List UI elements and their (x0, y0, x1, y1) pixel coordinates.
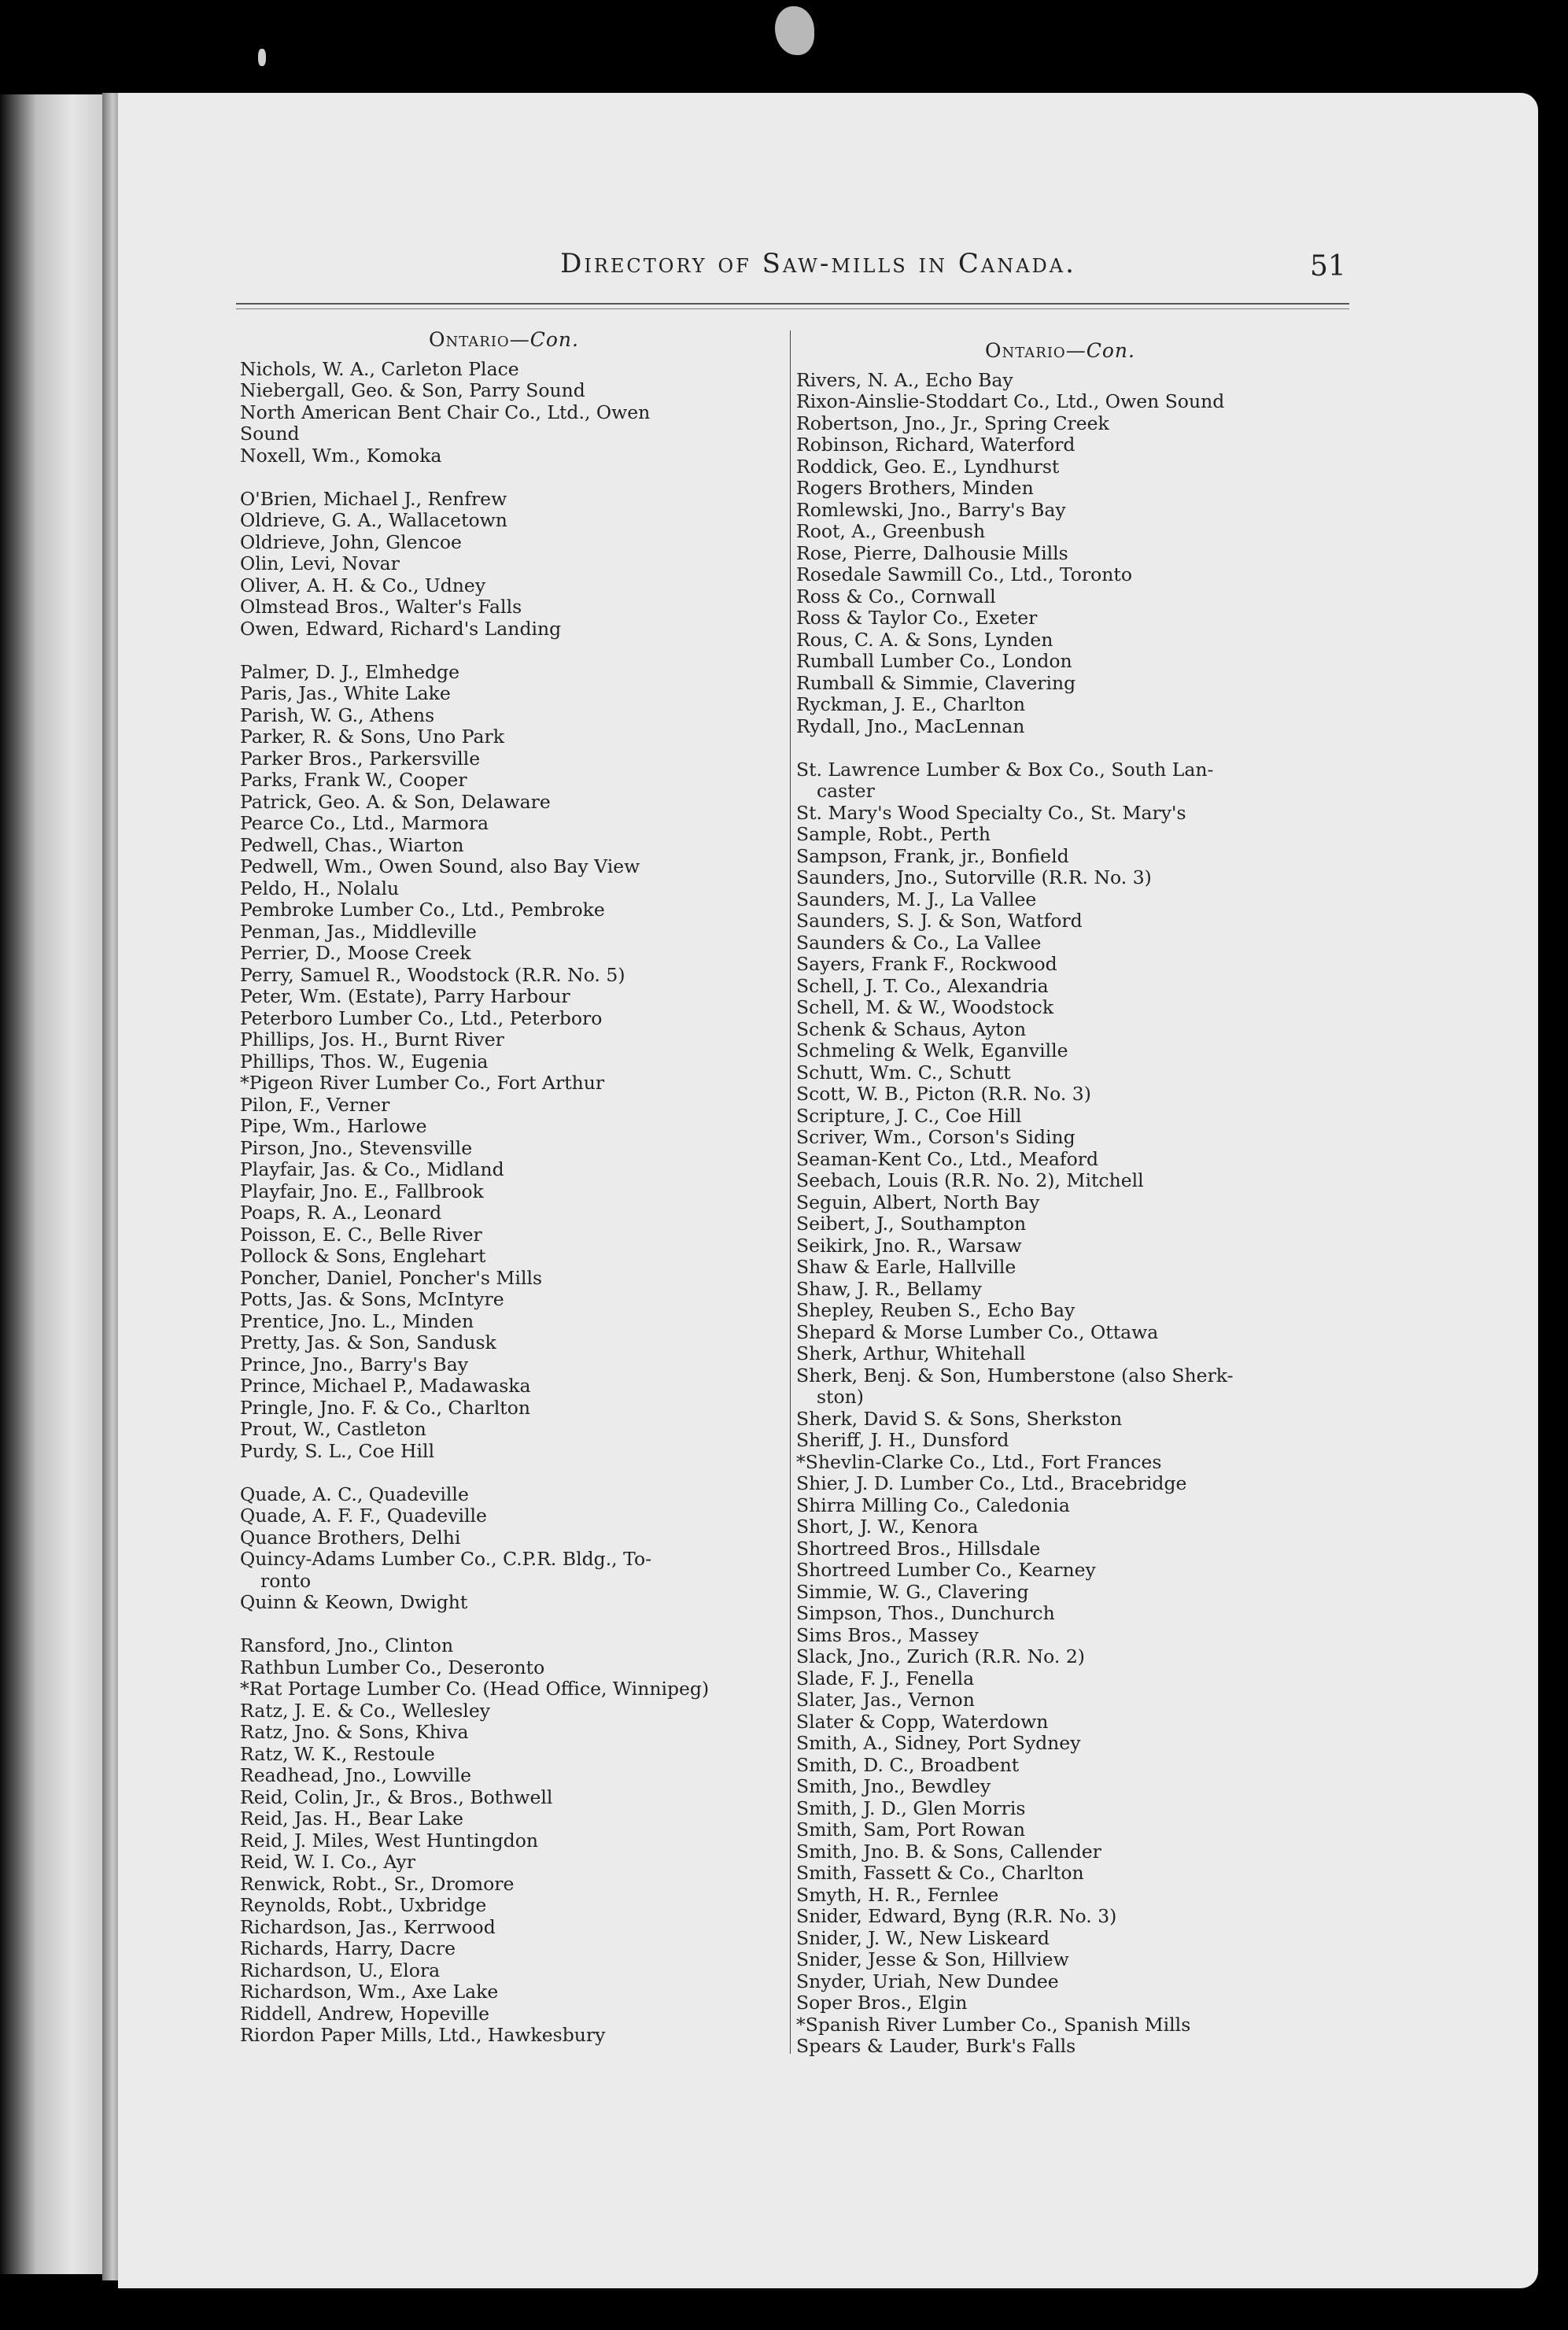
directory-entry: Saunders, M. J., La Vallee (796, 888, 1037, 910)
directory-entry: Reynolds, Robt., Uxbridge (240, 1894, 487, 1916)
directory-entry: Root, A., Greenbush (796, 520, 986, 542)
directory-entry: Prout, W., Castleton (240, 1418, 426, 1440)
directory-entry: Robinson, Richard, Waterford (796, 434, 1075, 456)
directory-entry: Smyth, H. R., Fernlee (796, 1883, 999, 1906)
directory-entry: Olmstead Bros., Walter's Falls (240, 596, 522, 618)
directory-entry: Ross & Co., Cornwall (796, 585, 996, 607)
directory-entry: Peterboro Lumber Co., Ltd., Peterboro (240, 1006, 603, 1029)
directory-entry: Peldo, H., Nolalu (240, 877, 400, 899)
directory-entry: Slater & Copp, Waterdown (796, 1710, 1049, 1733)
section-gap (240, 640, 709, 662)
directory-entry: Smith, Jno. B. & Sons, Callender (796, 1840, 1101, 1863)
directory-entry: Quade, A. F. F., Quadeville (240, 1505, 487, 1527)
directory-entry: Robertson, Jno., Jr., Spring Creek (796, 412, 1109, 434)
directory-entry: Prince, Jno., Barry's Bay (240, 1353, 468, 1375)
directory-entry: Rous, C. A. & Sons, Lynden (796, 628, 1053, 651)
running-header: Directory of Saw-mills in Canada. (560, 248, 1076, 279)
left-column (240, 329, 709, 2047)
section-gap (240, 1462, 709, 1484)
header-rule (236, 303, 1349, 305)
directory-entry: Schell, J. T. Co., Alexandria (796, 974, 1049, 997)
directory-entry: Smith, A., Sidney, Port Sydney (796, 1732, 1081, 1754)
heading-continued: Con. (1086, 339, 1135, 362)
heading-separator: — (1065, 339, 1087, 362)
directory-entry: Reid, Colin, Jr., & Bros., Bothwell (240, 1785, 553, 1808)
directory-entry: *Spanish River Lumber Co., Spanish Mills (796, 2013, 1191, 2036)
heading-separator: — (509, 328, 530, 351)
directory-entry: Quincy-Adams Lumber Co., C.P.R. Bldg., To- (240, 1548, 652, 1570)
directory-entry: Rathbun Lumber Co., Deseronto (240, 1656, 545, 1678)
directory-entry: Schmeling & Welk, Eganville (796, 1039, 1068, 1062)
directory-entry: Ratz, J. E. & Co., Wellesley (240, 1699, 490, 1722)
directory-entry: Shepard & Morse Lumber Co., Ottawa (796, 1320, 1159, 1343)
directory-entry: Richardson, Wm., Axe Lake (240, 1981, 499, 2003)
directory-entry: Oldrieve, John, Glencoe (240, 530, 462, 553)
directory-entry: Reid, Jas. H., Bear Lake (240, 1808, 464, 1830)
directory-entry: Seibert, J., Southampton (796, 1213, 1027, 1235)
directory-entry: Renwick, Robt., Sr., Dromore (240, 1872, 515, 1895)
directory-entry: Snyder, Uriah, New Dundee (796, 1970, 1059, 1992)
directory-entry: Ross & Taylor Co., Exeter (796, 607, 1038, 629)
directory-entry: Schutt, Wm. C., Schutt (796, 1061, 1011, 1084)
directory-entry: Short, J. W., Kenora (796, 1516, 979, 1538)
directory-entry: Shepley, Reuben S., Echo Bay (796, 1299, 1075, 1321)
dust-speck (258, 49, 266, 66)
directory-entry: Smith, D. C., Broadbent (796, 1753, 1020, 1776)
directory-entry: Penman, Jas., Middleville (240, 920, 477, 943)
directory-entry: Saunders & Co., La Vallee (796, 931, 1042, 954)
directory-entry: Shaw & Earle, Hallville (796, 1256, 1016, 1278)
directory-entry: Palmer, D. J., Elmhedge (240, 660, 460, 683)
directory-entry: Ratz, Jno. & Sons, Khiva (240, 1721, 469, 1743)
directory-entry: Purdy, S. L., Coe Hill (240, 1439, 435, 1462)
directory-entry: Reid, W. I. Co., Ayr (240, 1851, 415, 1873)
directory-entry: Quinn & Keown, Dwight (240, 1591, 468, 1613)
directory-entry: Poaps, R. A., Leonard (240, 1202, 442, 1224)
section-gap (240, 467, 709, 489)
directory-entry: Pedwell, Chas., Wiarton (240, 833, 464, 856)
directory-entry: Shier, J. D. Lumber Co., Ltd., Bracebridge (796, 1472, 1187, 1494)
directory-entry: *Rat Portage Lumber Co. (Head Office, Winnipeg) (240, 1678, 710, 1700)
ink-blot (775, 6, 814, 55)
directory-entry: Readhead, Jno., Lowville (240, 1764, 471, 1786)
directory-entry: Sherk, Benj. & Son, Humberstone (also Sherk- (796, 1364, 1234, 1387)
directory-entry: Saunders, S. J. & Son, Watford (796, 910, 1083, 932)
directory-entry: Oldrieve, G. A., Wallacetown (240, 509, 507, 531)
directory-entry: Scott, W. B., Picton (R.R. No. 3) (796, 1083, 1091, 1105)
directory-entry: ronto (260, 1569, 312, 1592)
directory-entry: Simpson, Thos., Dunchurch (796, 1602, 1055, 1624)
directory-entry: Sound (240, 423, 300, 445)
directory-entry: ston) (817, 1386, 864, 1408)
directory-entry: Schenk & Schaus, Ayton (796, 1017, 1027, 1040)
directory-entry: Seguin, Albert, North Bay (796, 1191, 1040, 1213)
directory-entry: Reid, J. Miles, West Huntingdon (240, 1829, 538, 1852)
directory-entry: Parker, R. & Sons, Uno Park (240, 726, 504, 748)
directory-entry: Sampson, Frank, jr., Bonfield (796, 844, 1069, 867)
directory-entry: Slade, F. J., Fenella (796, 1667, 975, 1689)
directory-entry: Sherk, Arthur, Whitehall (796, 1342, 1026, 1364)
directory-entry: Potts, Jas. & Sons, McIntyre (240, 1288, 504, 1310)
directory-entry: Quade, A. C., Quadeville (240, 1483, 469, 1505)
directory-entry: North American Bent Chair Co., Ltd., Owen (240, 401, 651, 423)
directory-entry: Peter, Wm. (Estate), Parry Harbour (240, 985, 570, 1007)
directory-entry: Ryckman, J. E., Charlton (796, 693, 1026, 715)
directory-entry: St. Lawrence Lumber & Box Co., South Lan- (796, 758, 1214, 781)
directory-entry: Playfair, Jno. E., Fallbrook (240, 1180, 484, 1202)
directory-entry: Soper Bros., Elgin (796, 1992, 968, 2014)
directory-entry: Quance Brothers, Delhi (240, 1526, 461, 1549)
directory-entry: Rose, Pierre, Dalhousie Mills (796, 541, 1068, 564)
section-gap (240, 1614, 709, 1636)
directory-entry: Scripture, J. C., Coe Hill (796, 1104, 1022, 1127)
directory-entry: Smith, J. D., Glen Morris (796, 1796, 1026, 1819)
directory-entry: Sayers, Frank F., Rockwood (796, 953, 1057, 975)
directory-entry: Schell, M. & W., Woodstock (796, 996, 1054, 1018)
directory-entry: Patrick, Geo. A. & Son, Delaware (240, 790, 551, 813)
right-column-heading (985, 340, 1234, 362)
facing-page-edge (0, 94, 102, 2274)
directory-entry: Pipe, Wm., Harlowe (240, 1115, 427, 1137)
directory-entry: Shirra Milling Co., Caledonia (796, 1494, 1070, 1516)
directory-entry: Spears & Lauder, Burk's Falls (796, 2035, 1076, 2057)
directory-entry: Paris, Jas., White Lake (240, 682, 451, 704)
directory-entry: Smith, Sam, Port Rowan (796, 1819, 1026, 1841)
directory-entry: Simmie, W. G., Clavering (796, 1580, 1029, 1603)
directory-entry: Perrier, D., Moose Creek (240, 942, 471, 964)
directory-entry: Smith, Fassett & Co., Charlton (796, 1862, 1084, 1884)
directory-entry: Parks, Frank W., Cooper (240, 769, 467, 791)
directory-entry: Slater, Jas., Vernon (796, 1689, 975, 1711)
directory-entry: Pretty, Jas. & Son, Sandusk (240, 1331, 496, 1353)
directory-entry: Snider, Jesse & Son, Hillview (796, 1948, 1069, 1970)
directory-entry: Saunders, Jno., Sutorville (R.R. No. 3) (796, 866, 1152, 888)
directory-entry: Parish, W. G., Athens (240, 703, 435, 726)
header-rule-thin (236, 308, 1349, 309)
directory-entry: Richardson, U., Elora (240, 1959, 441, 1981)
directory-entry: O'Brien, Michael J., Renfrew (240, 487, 507, 510)
directory-entry: Richardson, Jas., Kerrwood (240, 1915, 496, 1938)
directory-entry: Pembroke Lumber Co., Ltd., Pembroke (240, 899, 605, 921)
directory-entry: *Pigeon River Lumber Co., Fort Arthur (240, 1072, 605, 1094)
directory-entry: Poisson, E. C., Belle River (240, 1223, 482, 1246)
directory-entry: Romlewski, Jno., Barry's Bay (796, 498, 1066, 521)
directory-entry: Sheriff, J. H., Dunsford (796, 1429, 1009, 1451)
directory-entry: caster (817, 780, 875, 802)
directory-entry: Parker Bros., Parkersville (240, 747, 481, 770)
column-divider (790, 330, 791, 2054)
directory-entry: Playfair, Jas. & Co., Midland (240, 1158, 504, 1180)
directory-entry: Seebach, Louis (R.R. No. 2), Mitchell (796, 1169, 1144, 1191)
directory-entry: Rosedale Sawmill Co., Ltd., Toronto (796, 563, 1133, 585)
directory-entry: Richards, Harry, Dacre (240, 1937, 456, 1959)
right-column (796, 340, 1234, 2058)
directory-entry: Shaw, J. R., Bellamy (796, 1277, 982, 1300)
directory-entry: Nichols, W. A., Carleton Place (240, 357, 519, 380)
directory-entry: Pirson, Jno., Stevensville (240, 1136, 473, 1159)
left-column-heading (429, 329, 709, 351)
directory-entry: Rogers Brothers, Minden (796, 477, 1034, 499)
directory-entry: Rumball Lumber Co., London (796, 650, 1072, 672)
directory-entry: Phillips, Jos. H., Burnt River (240, 1028, 504, 1051)
heading-province: Ontario (985, 339, 1066, 362)
directory-entry: Shortreed Bros., Hillsdale (796, 1537, 1041, 1560)
directory-entry: Shortreed Lumber Co., Kearney (796, 1559, 1096, 1581)
directory-entry: Pringle, Jno. F. & Co., Charlton (240, 1396, 531, 1419)
directory-entry: Pollock & Sons, Englehart (240, 1245, 486, 1267)
page-number: 51 (1310, 250, 1346, 282)
directory-entry: Rumball & Simmie, Clavering (796, 671, 1076, 694)
directory-entry: Snider, Edward, Byng (R.R. No. 3) (796, 1905, 1117, 1927)
directory-entry: Phillips, Thos. W., Eugenia (240, 1050, 489, 1073)
directory-entry: Olin, Levi, Novar (240, 552, 400, 574)
directory-entry: Rixon-Ainslie-Stoddart Co., Ltd., Owen Sound (796, 390, 1225, 412)
directory-entry: Noxell, Wm., Komoka (240, 444, 442, 467)
directory-entry: Slack, Jno., Zurich (R.R. No. 2) (796, 1645, 1085, 1667)
directory-entry: Sherk, David S. & Sons, Sherkston (796, 1407, 1123, 1430)
directory-entry: Pilon, F., Verner (240, 1093, 390, 1116)
directory-entry: Seaman-Kent Co., Ltd., Meaford (796, 1147, 1098, 1170)
directory-entry: Poncher, Daniel, Poncher's Mills (240, 1266, 543, 1289)
heading-province: Ontario (429, 328, 510, 351)
directory-entry: Niebergall, Geo. & Son, Parry Sound (240, 379, 585, 401)
directory-entry: Pedwell, Wm., Owen Sound, also Bay View (240, 855, 640, 877)
left-entry-list (240, 359, 709, 2047)
directory-entry: *Shevlin-Clarke Co., Ltd., Fort Frances (796, 1450, 1162, 1473)
directory-entry: Prentice, Jno. L., Minden (240, 1309, 474, 1332)
directory-entry: Ratz, W. K., Restoule (240, 1742, 435, 1765)
section-gap (796, 737, 1234, 759)
directory-entry: Ransford, Jno., Clinton (240, 1634, 454, 1656)
directory-entry: Owen, Edward, Richard's Landing (240, 617, 562, 640)
directory-entry: Perry, Samuel R., Woodstock (R.R. No. 5) (240, 963, 625, 986)
right-entry-list (796, 370, 1234, 2058)
directory-entry: Prince, Michael P., Madawaska (240, 1375, 531, 1397)
directory-entry: Seikirk, Jno. R., Warsaw (796, 1234, 1022, 1257)
heading-continued: Con. (529, 328, 579, 351)
directory-entry: Rydall, Jno., MacLennan (796, 715, 1025, 737)
directory-entry: Riddell, Andrew, Hopeville (240, 2002, 490, 2025)
directory-entry: Oliver, A. H. & Co., Udney (240, 574, 486, 596)
directory-entry: Scriver, Wm., Corson's Siding (796, 1126, 1075, 1148)
directory-entry: Rivers, N. A., Echo Bay (796, 368, 1013, 391)
directory-entry: Snider, J. W., New Liskeard (796, 1926, 1050, 1949)
directory-entry: Roddick, Geo. E., Lyndhurst (796, 455, 1060, 478)
directory-entry: Sims Bros., Massey (796, 1623, 979, 1646)
directory-entry: Sample, Robt., Perth (796, 823, 991, 845)
directory-entry: Smith, Jno., Bewdley (796, 1775, 991, 1797)
directory-entry: Pearce Co., Ltd., Marmora (240, 812, 489, 834)
directory-entry: St. Mary's Wood Specialty Co., St. Mary's (796, 801, 1186, 824)
directory-entry: Riordon Paper Mills, Ltd., Hawkesbury (240, 2024, 606, 2046)
